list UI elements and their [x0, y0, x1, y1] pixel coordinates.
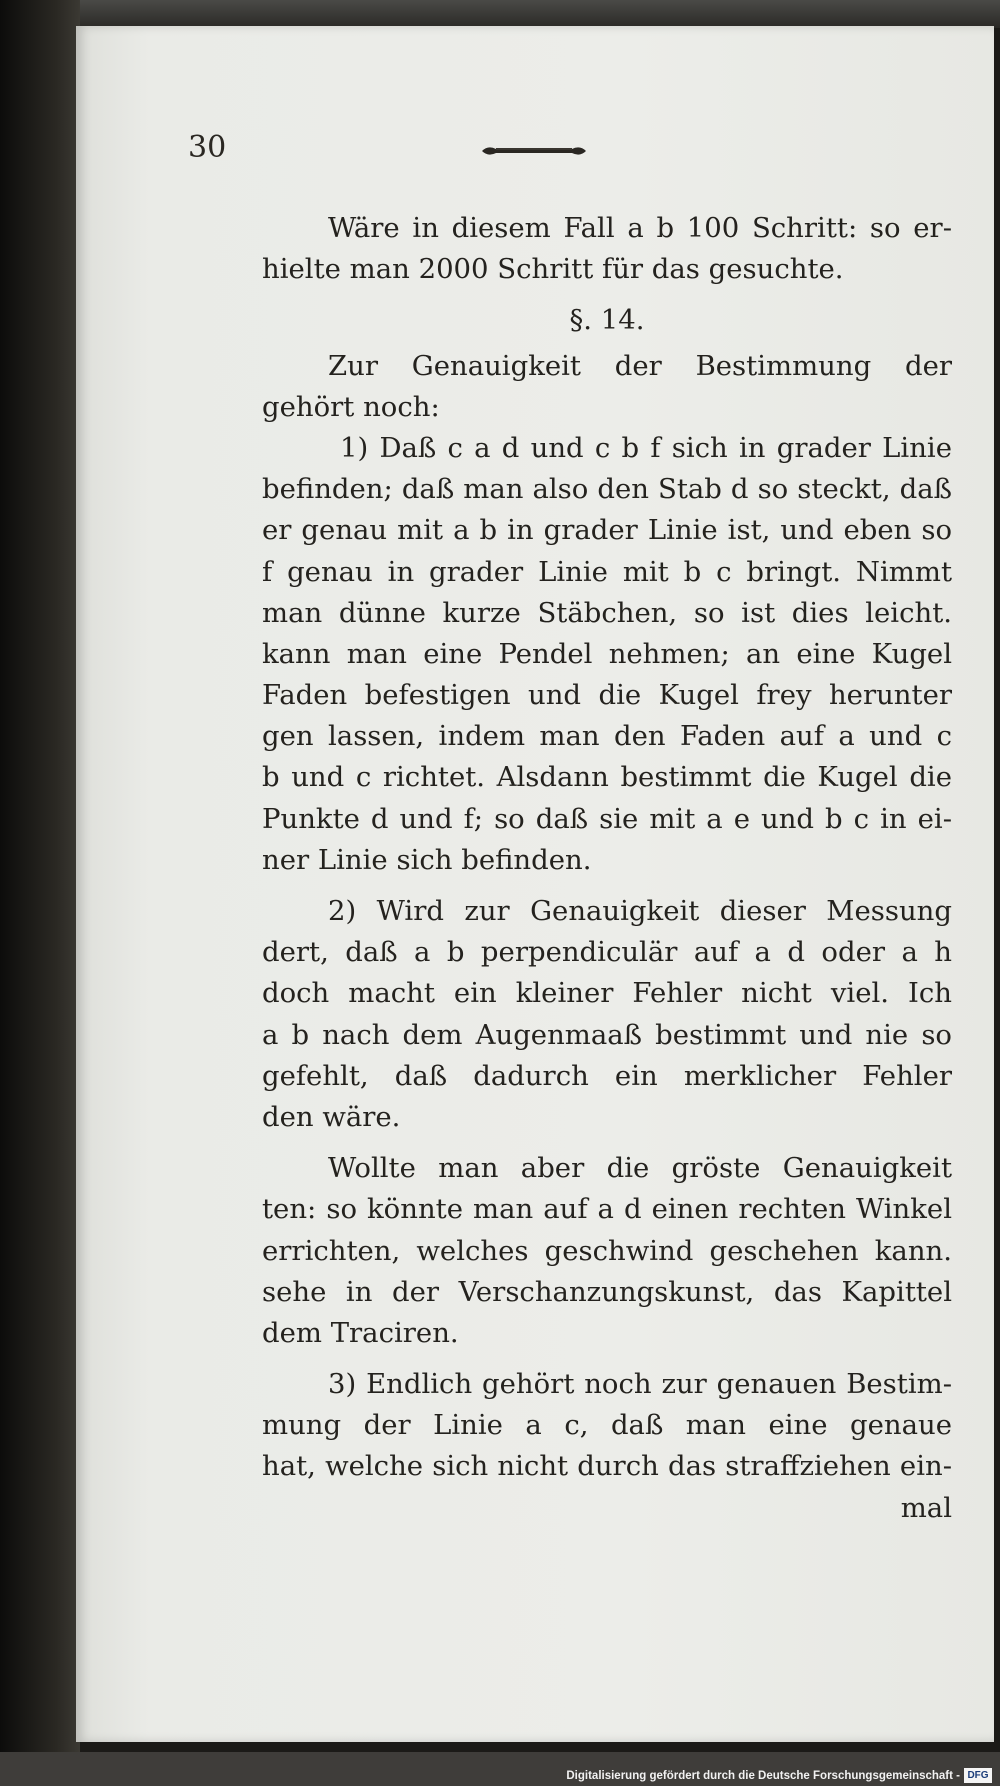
text-line: hat, welche sich nicht durch das straffziehen ein-: [262, 1450, 952, 1483]
text-line: ten: so könnte man auf a d einen rechten Winkel: [262, 1193, 952, 1226]
page-number: 30: [188, 130, 227, 165]
text-line: b und c richtet. Alsdann bestimmt die Kugel die: [262, 761, 952, 794]
text-line: dem Traciren.: [262, 1316, 459, 1349]
text-line: Wollte man aber die gröste Genauigkeit: [328, 1152, 952, 1185]
text-line: f genau in grader Linie mit b c bringt. Nimmt: [262, 555, 952, 588]
page-text: [262, 208, 952, 1529]
text-line: befinden; daß man also den Stab d so steckt, daß: [262, 473, 952, 506]
digitization-credit: Digitalisierung gefördert durch die Deutsche Forschungsgemeinschaft -: [566, 1770, 960, 1782]
text-line: 2) Wird zur Genauigkeit dieser Messung: [328, 895, 952, 927]
text-line: kann man eine Pendel nehmen; an eine Kugel: [262, 637, 952, 670]
text-line: dert, daß a b perpendiculär auf a d oder a h: [262, 936, 952, 969]
text-line: a b nach dem Augenmaaß bestimmt und nie so: [262, 1018, 952, 1051]
text-line: ner Linie sich befinden.: [262, 843, 592, 876]
text-line: sehe in der Verschanzungskunst, das Kapittel: [262, 1275, 952, 1308]
text-line: Wäre in diesem Fall a b 100 Schritt: so er-: [328, 212, 952, 244]
text-line: Zur Genauigkeit der Bestimmung der: [328, 349, 952, 382]
page-header: [188, 130, 688, 170]
text-line: errichten, welches geschwind geschehen kann.: [262, 1234, 952, 1267]
paragraph-gap: [262, 1138, 952, 1148]
text-line: 1) Daß c a d und c b f sich in grader Linie: [340, 431, 952, 464]
text-line: er genau mit a b in grader Linie ist, und eben so: [262, 514, 952, 547]
text-line: Faden befestigen und die Kugel frey herunter: [262, 679, 952, 712]
text-line: mung der Linie a c, daß man eine genaue: [262, 1409, 952, 1442]
paragraph-gap: [262, 881, 952, 891]
header-ornament: [478, 144, 590, 158]
text-line: gehört noch:: [262, 390, 440, 423]
text-line: hielte man 2000 Schritt für das gesuchte.: [262, 253, 844, 286]
scan-top-edge: [0, 0, 1000, 28]
text-line: Punkte d und f; so daß sie mit a e und b c in ei-: [262, 802, 952, 835]
book-binding-shadow: [0, 0, 80, 1786]
paragraph-gap: [262, 1354, 952, 1364]
dfg-logo: DFG: [964, 1768, 992, 1783]
text-line: doch macht ein kleiner Fehler nicht viel. Ich: [262, 977, 952, 1010]
text-line: gen lassen, indem man den Faden auf a und c: [262, 720, 952, 753]
text-line: 3) Endlich gehört noch zur genauen Bestim-: [328, 1368, 952, 1401]
catchword: mal: [900, 1491, 952, 1524]
text-line: den wäre.: [262, 1100, 401, 1133]
section-heading: §. 14.: [569, 304, 645, 337]
text-line: gefehlt, daß dadurch ein merklicher Fehler: [262, 1059, 952, 1092]
text-line: man dünne kurze Stäbchen, so ist dies leicht.: [262, 596, 952, 629]
